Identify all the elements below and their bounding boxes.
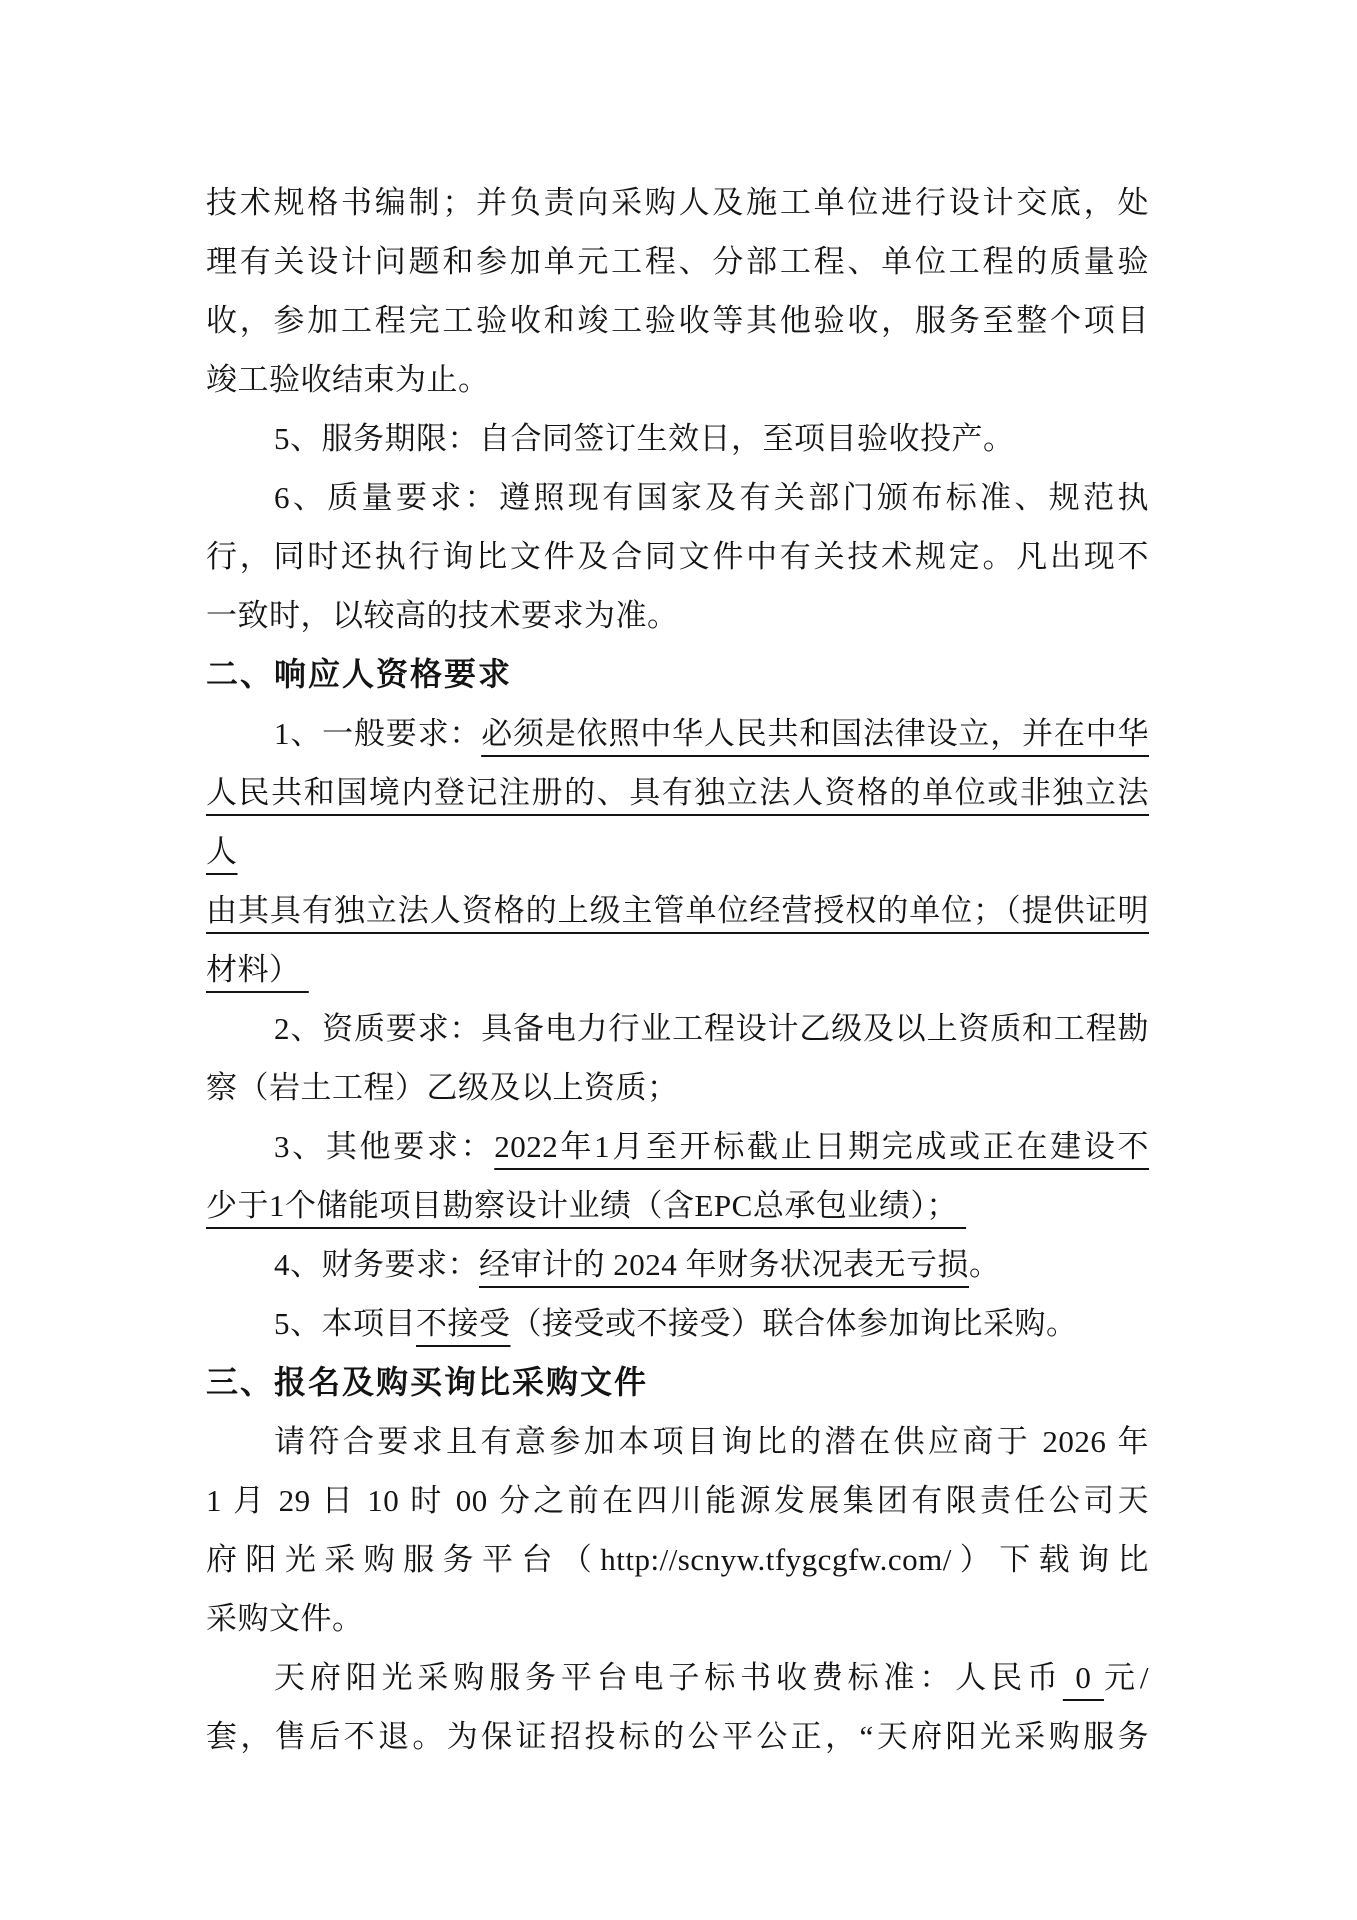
text-run: 采购文件。 bbox=[206, 1601, 364, 1636]
text-run: 技术规格书编制；并负责向采购人及施工单位进行设计交底，处 bbox=[206, 185, 1149, 220]
text-line bbox=[206, 468, 1149, 527]
text-run: 5、服务期限：自合同签订生效日，至项目验收投产。 bbox=[274, 421, 1015, 456]
text-run: 二、响应人资格要求 bbox=[206, 656, 513, 692]
underlined-text: 必须是依照中华人民共和国法律设立，并在中华 bbox=[481, 716, 1149, 751]
text-run: 收，参加工程完工验收和竣工验收等其他验收，服务至整个项目 bbox=[206, 303, 1149, 338]
text-run: 元/ bbox=[1104, 1660, 1149, 1695]
text-run: 一致时，以较高的技术要求为准。 bbox=[206, 598, 679, 633]
underlined-text: 少于1个储能项目勘察设计业绩（含EPC总承包业绩）； bbox=[206, 1188, 967, 1223]
text-line bbox=[206, 232, 1149, 291]
text-line bbox=[206, 1412, 1149, 1471]
underlined-text: 人民共和国境内登记注册的、具有独立法人资格的单位或非独立法人 bbox=[206, 775, 1149, 869]
text-run: 请符合要求且有意参加本项目询比的潜在供应商于 2026 年 bbox=[274, 1424, 1149, 1459]
text-line bbox=[206, 173, 1149, 232]
underlined-text: 2022年1月至开标截止日期完成或正在建设不 bbox=[494, 1129, 1150, 1164]
text-run: 1 月 29 日 10 时 00 分之前在四川能源发展集团有限责任公司天 bbox=[206, 1483, 1149, 1518]
text-line bbox=[206, 350, 1149, 409]
underlined-text: 0 bbox=[1062, 1660, 1105, 1695]
text-line bbox=[206, 409, 1149, 468]
underlined-text: 材料） bbox=[206, 952, 309, 987]
text-line bbox=[206, 940, 1149, 999]
text-run: 3、其他要求： bbox=[274, 1129, 495, 1164]
text-run: 府阳光采购服务平台（http://scnyw.tfygcgfw.com/）下载询比 bbox=[206, 1542, 1149, 1577]
text-line bbox=[206, 291, 1149, 350]
underlined-text: 不接受 bbox=[416, 1306, 511, 1341]
text-line bbox=[206, 999, 1149, 1058]
text-run: 4、财务要求： bbox=[274, 1247, 479, 1282]
text-line bbox=[206, 1235, 1149, 1294]
underlined-text: 由其具有独立法人资格的上级主管单位经营授权的单位；（提供证明 bbox=[206, 893, 1149, 928]
underlined-text: 经审计的 2024 年财务状况表无亏损 bbox=[479, 1247, 969, 1282]
text-run: 。 bbox=[969, 1247, 1001, 1282]
document-body bbox=[206, 173, 1149, 1766]
section-heading bbox=[206, 645, 1149, 704]
text-line bbox=[206, 527, 1149, 586]
text-run: 三、报名及购买询比采购文件 bbox=[206, 1364, 649, 1400]
text-run: 行，同时还执行询比文件及合同文件中有关技术规定。凡出现不 bbox=[206, 539, 1149, 574]
text-run: （接受或不接受）联合体参加询比采购。 bbox=[510, 1306, 1078, 1341]
text-run: 6、质量要求：遵照现有国家及有关部门颁布标准、规范执 bbox=[274, 480, 1149, 515]
text-line bbox=[206, 1176, 1149, 1235]
section-heading bbox=[206, 1353, 1149, 1412]
text-run: 竣工验收结束为止。 bbox=[206, 362, 490, 397]
text-run: 套，售后不退。为保证招投标的公平公正，“天府阳光采购服务 bbox=[206, 1719, 1149, 1754]
text-run: 天府阳光采购服务平台电子标书收费标准：人民币 bbox=[274, 1660, 1063, 1695]
text-line bbox=[206, 1058, 1149, 1117]
text-line bbox=[206, 881, 1149, 940]
text-line bbox=[206, 1117, 1149, 1176]
text-line bbox=[206, 586, 1149, 645]
text-run: 5、本项目 bbox=[274, 1306, 416, 1341]
text-line bbox=[206, 1471, 1149, 1530]
text-line bbox=[206, 1530, 1149, 1589]
text-line bbox=[206, 1589, 1149, 1648]
text-line bbox=[206, 1648, 1149, 1707]
text-line bbox=[206, 1294, 1149, 1353]
text-run: 理有关设计问题和参加单元工程、分部工程、单位工程的质量验 bbox=[206, 244, 1149, 279]
text-line bbox=[206, 704, 1149, 763]
text-run: 察（岩土工程）乙级及以上资质； bbox=[206, 1070, 679, 1105]
text-run: 2、资质要求：具备电力行业工程设计乙级及以上资质和工程勘 bbox=[274, 1011, 1149, 1046]
text-line bbox=[206, 1707, 1149, 1766]
text-line bbox=[206, 763, 1149, 881]
text-run: 1、一般要求： bbox=[274, 716, 482, 751]
